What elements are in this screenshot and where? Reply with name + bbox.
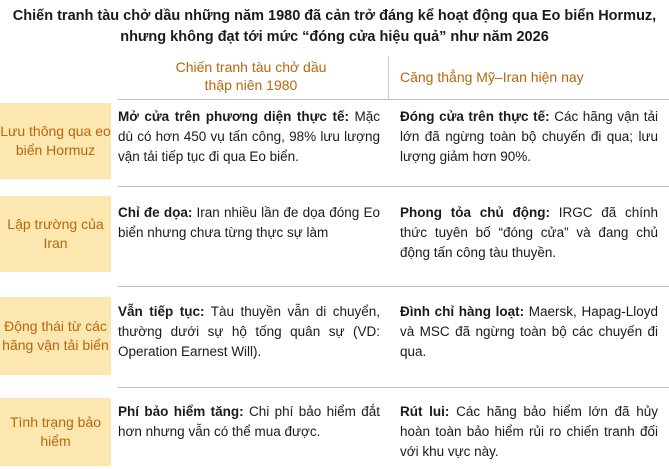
cell-bold: Đình chỉ hàng loạt: xyxy=(400,304,525,319)
cell-text: Iran nhiều lần đe dọa đóng Eo biển nhưng chưa từng thực sự làm xyxy=(118,205,380,240)
cell-bold: Rút lui: xyxy=(400,404,450,419)
cell-bold: Mở cửa trên phương diện thực tế: xyxy=(118,109,349,124)
title-line-2: nhưng không đạt tới mức “đóng cửa hiệu quả” như năm 2026 xyxy=(120,29,549,45)
header-divider xyxy=(118,99,669,100)
column-header-1980s-line2: thập niên 1980 xyxy=(204,77,298,93)
title-line-1: Chiến tranh tàu chở dầu những năm 1980 đã cản trở đáng kể hoạt động qua Eo biển Hormuz, xyxy=(12,8,657,24)
row-label-insurance: Tình trạng bảo hiểm xyxy=(0,398,111,466)
cell-current-insurance xyxy=(400,402,658,462)
cell-text: Chi phí bảo hiểm đắt hơn nhưng vẫn có thể mua được. xyxy=(118,404,380,439)
cell-text: Các hãng bảo hiểm lớn đã hủy hoàn toàn bảo hiểm rủi ro chiến tranh đối với khu vực này. xyxy=(400,404,658,459)
row-divider xyxy=(118,387,669,388)
cell-text: Tàu thuyền vẫn di chuyển, thường dưới sự hộ tống quân sự (VD: Operation Earnest Will). xyxy=(118,304,380,359)
cell-bold: Chỉ đe dọa: xyxy=(118,205,193,220)
cell-current-shipping xyxy=(400,302,658,362)
row-divider xyxy=(118,186,669,187)
column-header-current: Căng thẳng Mỹ–Iran hiện nay xyxy=(400,69,584,85)
column-header-1980s-line1: Chiến tranh tàu chở dầu xyxy=(175,59,327,75)
cell-bold: Phong tỏa chủ động: xyxy=(400,205,550,220)
row-label-iran-stance: Lập trường của Iran xyxy=(0,196,111,272)
cell-1980s-stance xyxy=(118,203,380,243)
cell-text: Các hãng vận tải lớn đã ngừng toàn bộ chuyến đi qua; lưu lượng giảm hơn 90%. xyxy=(400,109,658,164)
cell-1980s-shipping xyxy=(118,302,380,362)
cell-text: Maersk, Hapag-Lloyd và MSC đã ngừng toàn bộ các chuyến đi qua. xyxy=(400,304,658,359)
cell-1980s-traffic xyxy=(118,107,380,167)
cell-current-stance xyxy=(400,203,658,263)
row-divider xyxy=(118,286,669,287)
column-separator xyxy=(388,56,389,100)
cell-1980s-insurance xyxy=(118,402,380,442)
cell-text: Mặc dù có hơn 450 vụ tấn công, 98% lưu lượng vận tải tiếp tục đi qua Eo biển. xyxy=(118,109,380,164)
cell-bold: Phí bảo hiểm tăng: xyxy=(118,404,244,419)
row-label-strait-traffic: Lưu thông qua eo biển Hormuz xyxy=(0,103,111,179)
page-title xyxy=(0,6,669,48)
cell-bold: Vẫn tiếp tục: xyxy=(118,304,205,319)
column-header-1980s xyxy=(118,58,384,94)
cell-current-traffic xyxy=(400,107,658,167)
cell-bold: Đóng cửa trên thực tế: xyxy=(400,109,550,124)
row-label-shipping-lines: Động thái từ các hãng vận tải biển xyxy=(0,297,111,375)
cell-text: IRGC đã chính thức tuyên bố “đóng cửa” và đang chủ động tấn công tàu thuyền. xyxy=(400,205,658,260)
